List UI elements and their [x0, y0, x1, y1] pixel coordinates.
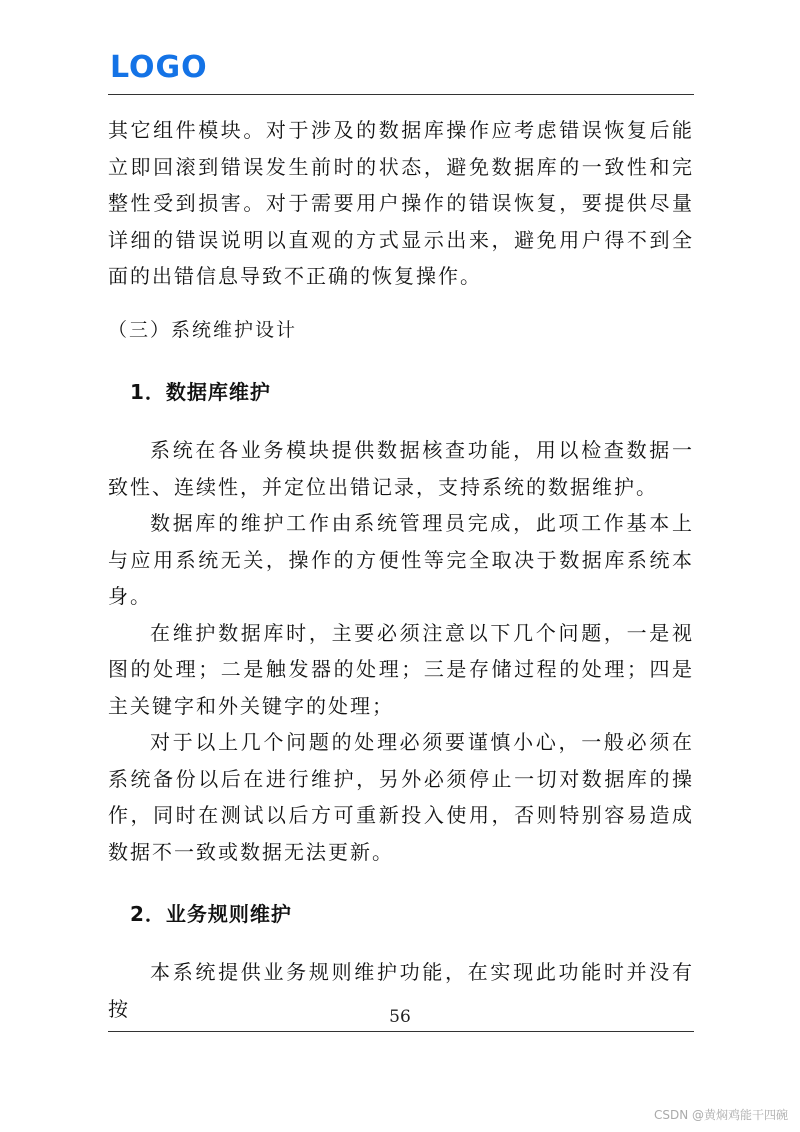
page-content [108, 112, 694, 1027]
page-number: 56 [389, 1007, 411, 1027]
body-paragraph: 数据库的维护工作由系统管理员完成，此项工作基本上与应用系统无关，操作的方便性等完全取决于数据库系统本身。 [108, 511, 694, 608]
body-paragraph: 本系统提供业务规则维护功能，在实现此功能时并没有按 [108, 960, 694, 1021]
section-title: （三）系统维护设计 [108, 318, 298, 341]
watermark: CSDN @黄焖鸡能干四碗 [653, 1108, 788, 1122]
body-paragraph: 在维护数据库时，主要必须注意以下几个问题，一是视图的处理；二是触发器的处理；三是存储过程的处理；四是主关键字和外关键字的处理； [108, 620, 694, 718]
body-paragraph: 对于以上几个问题的处理必须要谨慎小心，一般必须在系统备份以后在进行维护，另外必须停止一切对数据库的操作，同时在测试以后方可重新投入使用，否则特别容易造成数据不一致或数据无法更新。 [108, 730, 694, 864]
body-paragraph: 系统在各业务模块提供数据核查功能，用以检查数据一致性、连续性，并定位出错记录，支持系统的数据维护。 [108, 438, 694, 499]
subsection-heading-database-maintenance: 1．数据库维护 [130, 380, 271, 404]
logo: LOGO [110, 50, 208, 85]
subsection-heading-business-rules: 2．业务规则维护 [130, 902, 292, 926]
continuation-paragraph: 其它组件模块。对于涉及的数据库操作应考虑错误恢复后能立即回滚到错误发生前时的状态，避免数据库的一致性和完整性受到损害。对于需要用户操作的错误恢复，要提供尽量详细的错误说明以直观的方式显示出来，避免用户得不到全面的出错信息导致不正确的恢复操作。 [108, 118, 694, 288]
header-divider [108, 94, 694, 95]
footer-divider [108, 1031, 694, 1032]
